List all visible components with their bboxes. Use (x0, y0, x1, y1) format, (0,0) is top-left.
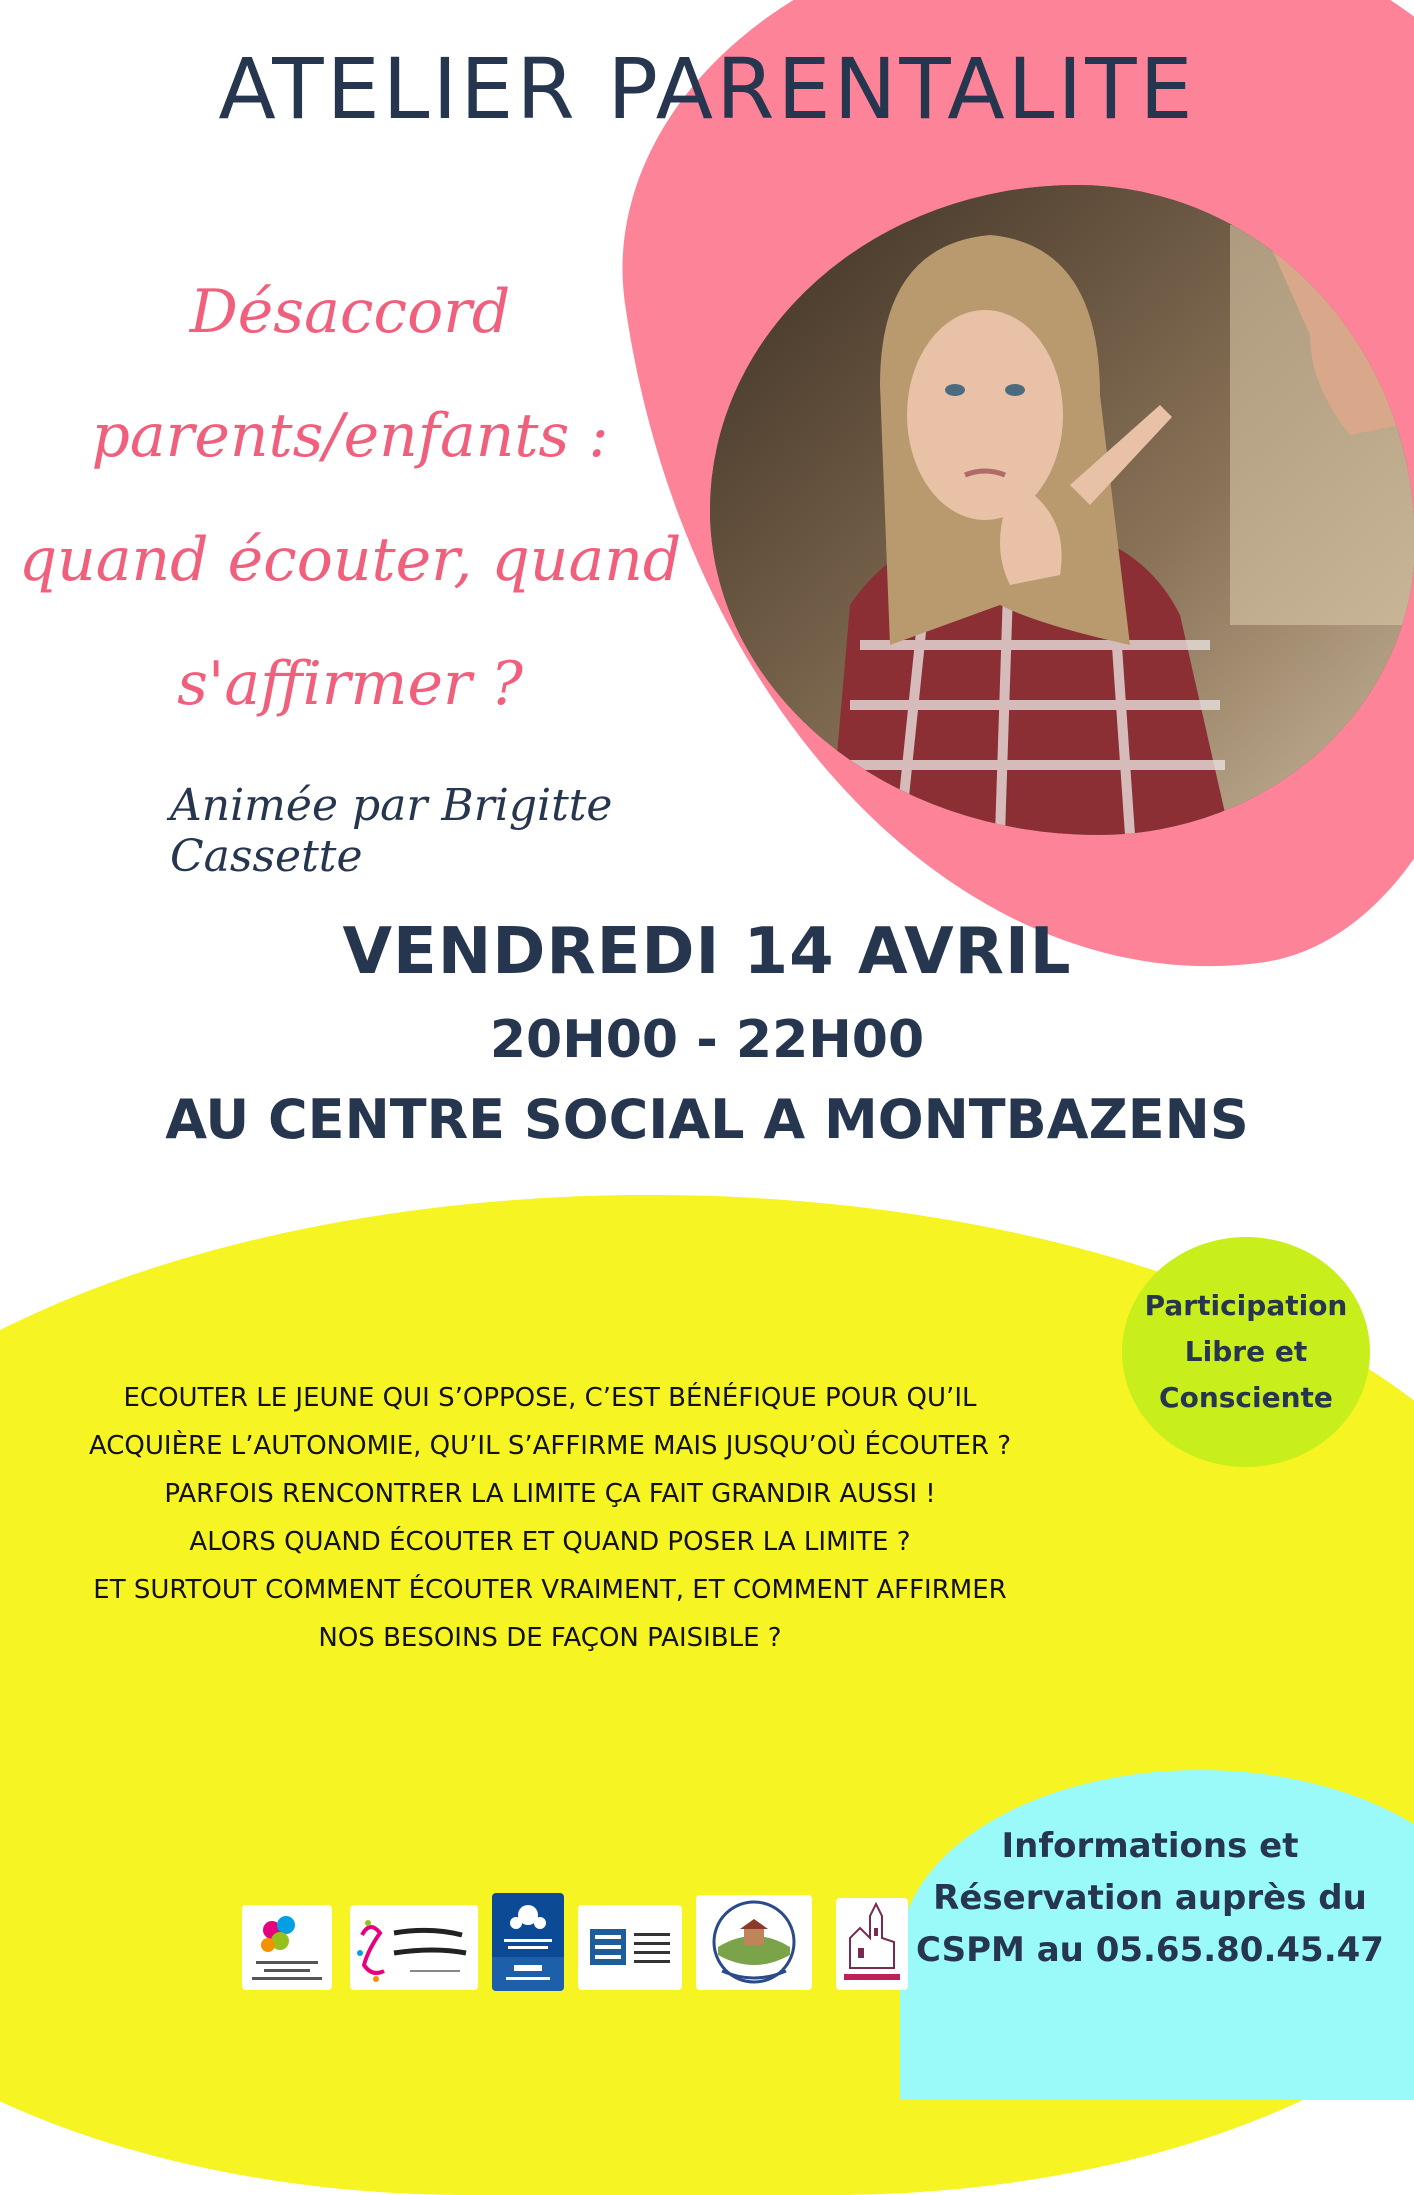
communaute-communes-logo-icon (696, 1895, 812, 1990)
badge-text (1145, 1283, 1348, 1421)
msa-logo-icon (578, 1905, 682, 1990)
event-date: VENDREDI 14 AVRIL (342, 915, 1072, 989)
description-text (0, 1374, 1100, 1662)
description-line-3: PARFOIS RENCONTRER LA LIMITE ÇA FAIT GRANDIR AUSSI ! (164, 1479, 936, 1509)
reservation-info (900, 1820, 1400, 1976)
centre-social-logo (242, 1905, 332, 1990)
montbazens-logo (836, 1898, 908, 1990)
info-line-2: Réservation auprès du (933, 1878, 1367, 1918)
subtitle-line-4: s'affirmer ? (177, 649, 523, 719)
poster-title: ATELIER PARENTALITE (218, 40, 1196, 138)
reseau-parents-logo-icon (350, 1905, 478, 1990)
subtitle-line-2: parents/enfants : (91, 401, 609, 471)
description-line-1: ECOUTER LE JEUNE QUI S’OPPOSE, C’EST BÉNÉFIQUE POUR QU’IL (123, 1383, 977, 1413)
participation-badge (1122, 1237, 1370, 1467)
description-line-2: ACQUIÈRE L’AUTONOMIE, QU’IL S’AFFIRME MAIS JUSQU’OÙ ÉCOUTER ? (88, 1431, 1012, 1461)
description-line-5: ET SURTOUT COMMENT ÉCOUTER VRAIMENT, ET COMMENT AFFIRMER (93, 1575, 1007, 1605)
montbazens-logo-icon (836, 1898, 908, 1990)
subtitle-line-1: Désaccord (189, 277, 511, 347)
subtitle-line-3: quand écouter, quand (18, 525, 682, 595)
description-line-6: NOS BESOINS DE FAÇON PAISIBLE ? (318, 1623, 782, 1653)
subtitle-block (10, 250, 690, 746)
info-line-3: CSPM au 05.65.80.45.47 (916, 1930, 1384, 1970)
event-time: 20H00 - 22H00 (489, 1010, 925, 1070)
msa-logo (578, 1905, 682, 1990)
communaute-communes-logo (696, 1895, 812, 1990)
caf-logo-icon (492, 1893, 564, 1991)
info-line-1: Informations et (1001, 1826, 1299, 1866)
caf-logo (492, 1893, 564, 1991)
badge-line-2: Libre et (1184, 1335, 1308, 1368)
description-line-4: ALORS QUAND ÉCOUTER ET QUAND POSER LA LIMITE ? (189, 1527, 911, 1557)
reseau-parents-logo (350, 1905, 478, 1990)
centre-social-logo-icon (242, 1905, 332, 1990)
animator-credit: Animée par Brigitte Cassette (170, 780, 613, 882)
badge-line-1: Participation (1144, 1289, 1348, 1322)
badge-line-3: Consciente (1159, 1381, 1333, 1414)
event-place: AU CENTRE SOCIAL A MONTBAZENS (165, 1088, 1249, 1151)
